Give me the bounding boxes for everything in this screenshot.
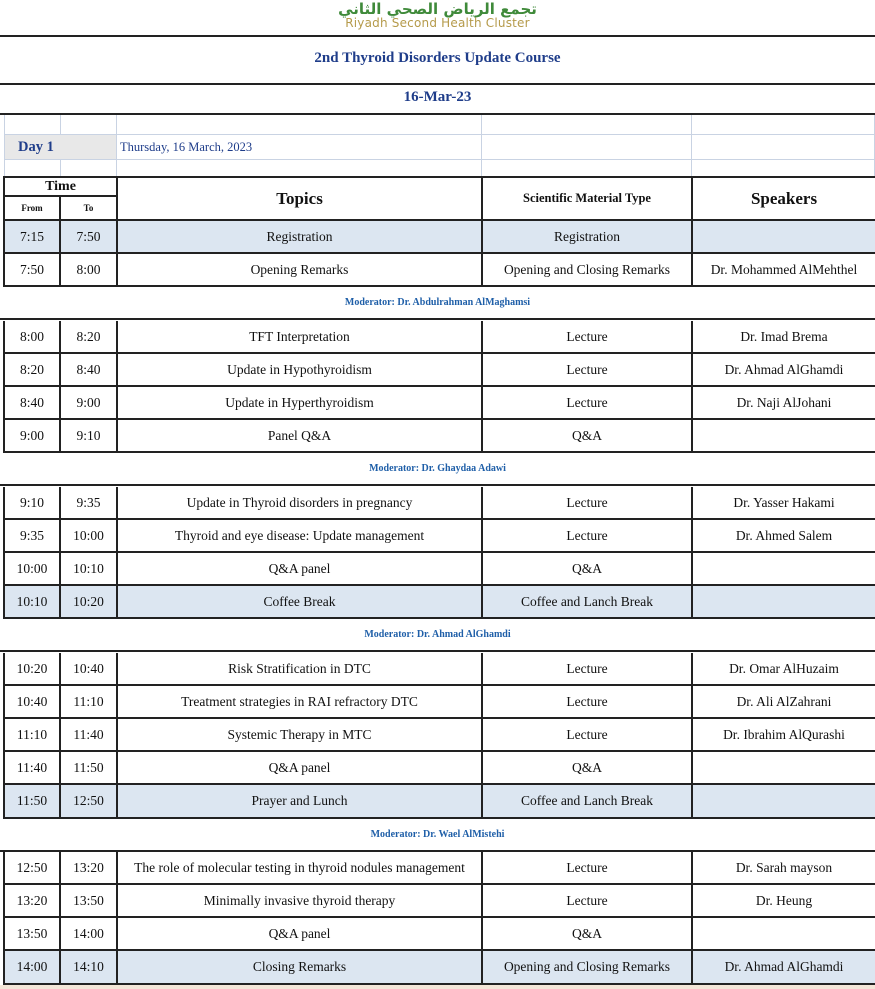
- time-to-cell: 14:10: [61, 951, 118, 985]
- topic-cell: Systemic Therapy in MTC: [118, 719, 483, 752]
- time-to-cell: 11:40: [61, 719, 118, 752]
- topic-cell: Closing Remarks: [118, 951, 483, 985]
- time-from-cell: 9:10: [3, 487, 61, 520]
- time-from-cell: 13:50: [3, 918, 61, 951]
- speaker-cell: Dr. Ahmed Salem: [693, 520, 875, 553]
- moderator-row: Moderator: Dr. Ahmad AlGhamdi: [0, 619, 875, 652]
- topic-cell: Registration: [118, 221, 483, 254]
- speaker-cell: Dr. Ahmad AlGhamdi: [693, 354, 875, 387]
- topic-cell: Update in Hyperthyroidism: [118, 387, 483, 420]
- topic-cell: The role of molecular testing in thyroid nodules management: [118, 852, 483, 885]
- material-type-cell: Lecture: [483, 885, 693, 918]
- speaker-cell: [693, 785, 875, 819]
- time-from-cell: 7:50: [3, 254, 61, 287]
- speaker-cell: Dr. Sarah mayson: [693, 852, 875, 885]
- day-date: Thursday, 16 March, 2023: [117, 135, 482, 160]
- speaker-cell: Dr. Heung: [693, 885, 875, 918]
- topic-cell: Q&A panel: [118, 553, 483, 586]
- topic-cell: Prayer and Lunch: [118, 785, 483, 819]
- time-to-cell: 9:35: [61, 487, 118, 520]
- speaker-cell: [693, 420, 875, 453]
- time-to-cell: 13:50: [61, 885, 118, 918]
- time-from-cell: 10:00: [3, 553, 61, 586]
- topic-cell: Coffee Break: [118, 586, 483, 619]
- cluster-logo: [0, 0, 875, 36]
- topic-cell: Q&A panel: [118, 918, 483, 951]
- logo-arabic-text: تجمع الرياض الصحي الثاني: [338, 0, 537, 18]
- time-from-cell: 8:00: [3, 321, 61, 354]
- topic-cell: Treatment strategies in RAI refractory DTC: [118, 686, 483, 719]
- moderator-row: Moderator: Dr. Ghaydaa Adawi: [0, 453, 875, 486]
- material-type-cell: Lecture: [483, 852, 693, 885]
- speaker-cell: Dr. Mohammed AlMehthel: [693, 254, 875, 287]
- moderator-row: Moderator: Dr. Abdulrahman AlMaghamsi: [0, 287, 875, 320]
- material-type-cell: Q&A: [483, 420, 693, 453]
- time-from-cell: 10:40: [3, 686, 61, 719]
- time-to-cell: 10:00: [61, 520, 118, 553]
- material-type-cell: Q&A: [483, 918, 693, 951]
- speaker-cell: Dr. Ahmad AlGhamdi: [693, 951, 875, 985]
- material-type-cell: Opening and Closing Remarks: [483, 254, 693, 287]
- from-header: From: [3, 197, 61, 221]
- material-type-cell: Coffee and Lanch Break: [483, 785, 693, 819]
- material-type-cell: Lecture: [483, 387, 693, 420]
- time-from-cell: 14:00: [3, 951, 61, 985]
- time-to-cell: 10:10: [61, 553, 118, 586]
- topic-cell: TFT Interpretation: [118, 321, 483, 354]
- time-to-cell: 9:10: [61, 420, 118, 453]
- time-to-cell: 13:20: [61, 852, 118, 885]
- time-header: Time: [3, 178, 118, 197]
- time-from-cell: 10:10: [3, 586, 61, 619]
- time-from-cell: 11:50: [3, 785, 61, 819]
- time-to-cell: 10:20: [61, 586, 118, 619]
- course-date: 16-Mar-23: [403, 89, 472, 105]
- topic-cell: Minimally invasive thyroid therapy: [118, 885, 483, 918]
- time-from-cell: 9:35: [3, 520, 61, 553]
- speaker-cell: Dr. Naji AlJohani: [693, 387, 875, 420]
- topic-cell: Risk Stratification in DTC: [118, 653, 483, 686]
- to-header: To: [61, 197, 118, 221]
- logo-english-text: Riyadh Second Health Cluster: [345, 16, 530, 30]
- material-type-cell: Opening and Closing Remarks: [483, 951, 693, 985]
- speaker-cell: [693, 221, 875, 254]
- time-from-cell: 8:40: [3, 387, 61, 420]
- divider: [0, 35, 875, 37]
- time-to-cell: 8:20: [61, 321, 118, 354]
- material-type-cell: Q&A: [483, 553, 693, 586]
- time-from-cell: 8:20: [3, 354, 61, 387]
- speaker-cell: Dr. Omar AlHuzaim: [693, 653, 875, 686]
- time-from-cell: 11:40: [3, 752, 61, 785]
- material-type-cell: Lecture: [483, 686, 693, 719]
- speaker-cell: Dr. Ali AlZahrani: [693, 686, 875, 719]
- material-type-cell: Q&A: [483, 752, 693, 785]
- day-label: Day 1: [4, 135, 117, 160]
- speakers-header: Speakers: [693, 176, 875, 221]
- page-bottom-edge: [0, 985, 875, 989]
- speaker-cell: [693, 586, 875, 619]
- topic-cell: Update in Thyroid disorders in pregnancy: [118, 487, 483, 520]
- topic-cell: Opening Remarks: [118, 254, 483, 287]
- time-to-cell: 11:10: [61, 686, 118, 719]
- moderator-row: Moderator: Dr. Wael AlMistehi: [0, 819, 875, 852]
- time-to-cell: 9:00: [61, 387, 118, 420]
- speaker-cell: [693, 553, 875, 586]
- time-to-cell: 10:40: [61, 653, 118, 686]
- time-from-cell: 13:20: [3, 885, 61, 918]
- time-to-cell: 14:00: [61, 918, 118, 951]
- time-from-cell: 7:15: [3, 221, 61, 254]
- material-type-cell: Lecture: [483, 719, 693, 752]
- material-type-cell: Lecture: [483, 520, 693, 553]
- course-title: 2nd Thyroid Disorders Update Course: [314, 50, 561, 66]
- topic-cell: Q&A panel: [118, 752, 483, 785]
- time-from-cell: 9:00: [3, 420, 61, 453]
- speaker-cell: Dr. Yasser Hakami: [693, 487, 875, 520]
- time-from-cell: 11:10: [3, 719, 61, 752]
- speaker-cell: [693, 918, 875, 951]
- speaker-cell: Dr. Imad Brema: [693, 321, 875, 354]
- divider: [0, 83, 875, 85]
- material-type-cell: Lecture: [483, 487, 693, 520]
- material-type-cell: Lecture: [483, 321, 693, 354]
- topics-header: Topics: [118, 176, 483, 221]
- time-to-cell: 8:00: [61, 254, 118, 287]
- material-type-cell: Lecture: [483, 653, 693, 686]
- time-from-cell: 10:20: [3, 653, 61, 686]
- topic-cell: Panel Q&A: [118, 420, 483, 453]
- topic-cell: Update in Hypothyroidism: [118, 354, 483, 387]
- material-type-cell: Lecture: [483, 354, 693, 387]
- speaker-cell: [693, 752, 875, 785]
- speaker-cell: Dr. Ibrahim AlQurashi: [693, 719, 875, 752]
- time-from-cell: 12:50: [3, 852, 61, 885]
- topic-cell: Thyroid and eye disease: Update management: [118, 520, 483, 553]
- time-to-cell: 11:50: [61, 752, 118, 785]
- material-header: Scientific Material Type: [483, 176, 693, 221]
- material-type-cell: Registration: [483, 221, 693, 254]
- time-to-cell: 12:50: [61, 785, 118, 819]
- material-type-cell: Coffee and Lanch Break: [483, 586, 693, 619]
- time-to-cell: 7:50: [61, 221, 118, 254]
- time-to-cell: 8:40: [61, 354, 118, 387]
